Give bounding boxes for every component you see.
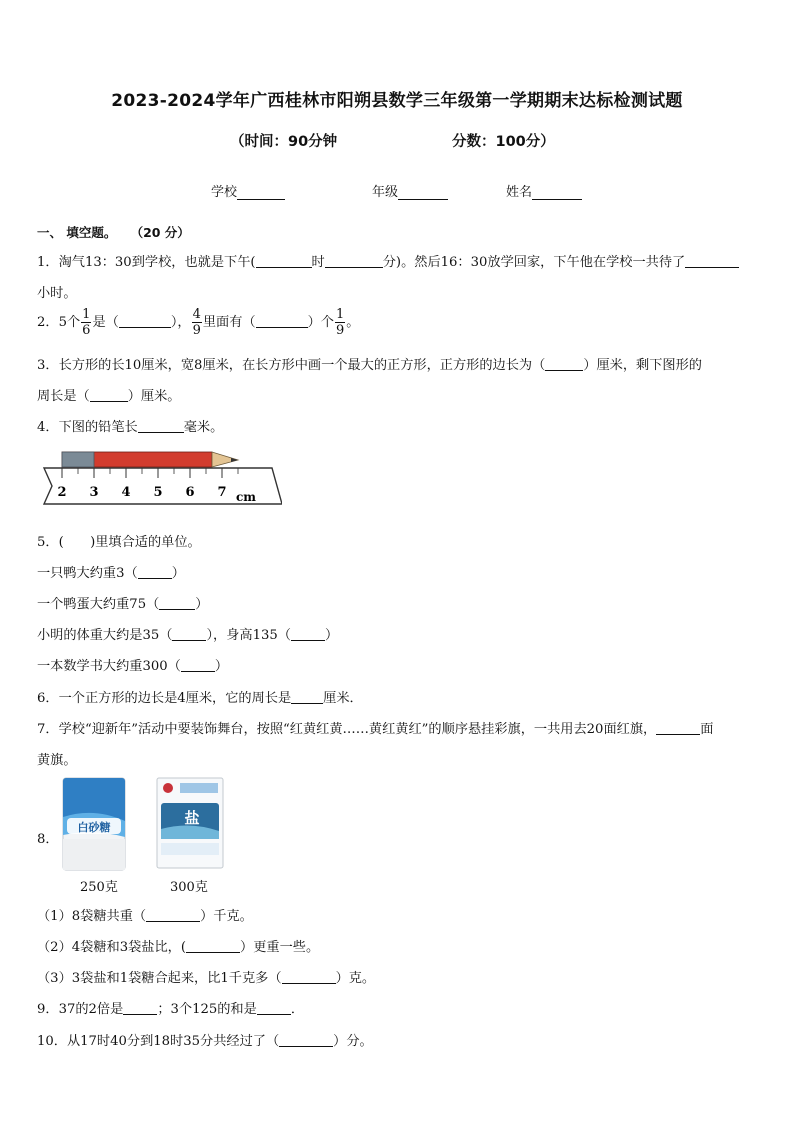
question-9 — [37, 998, 304, 1017]
q2-text-c: ）， — [170, 315, 191, 330]
q5-text: 5．( )里填合适的单位。 — [37, 535, 201, 550]
q8-number: 8． — [37, 832, 59, 847]
ruler-tick-label: 2 — [57, 485, 67, 500]
q5-blank-1[interactable] — [138, 565, 172, 579]
q5-item-4-text: 一本数学书大约重300（ — [37, 659, 181, 674]
question-2 — [37, 307, 359, 338]
grade-field[interactable] — [372, 181, 448, 200]
q5-item-1-close: ） — [171, 566, 185, 581]
q8-sub-2-text: （2）4袋糖和3袋盐比，( — [37, 940, 187, 955]
q5-item-3-mid: ），身高135（ — [206, 628, 291, 643]
fraction-numerator: 4 — [192, 307, 201, 322]
fraction-numerator: 1 — [336, 307, 345, 322]
question-8-number — [37, 828, 59, 847]
q9-text-c: ． — [290, 1002, 304, 1017]
q5-item-3-close: ） — [324, 628, 339, 643]
sugar-weight: 250克 — [80, 880, 118, 895]
fraction-denominator: 6 — [82, 323, 91, 338]
question-6 — [37, 687, 363, 706]
q2-text-f: 。 — [346, 315, 360, 330]
q8-sub-2-close: ）更重一些。 — [240, 940, 320, 955]
q7-blank[interactable] — [656, 721, 700, 735]
q5-blank-4[interactable] — [291, 627, 325, 641]
q3-blank-2[interactable] — [90, 388, 128, 402]
q2-text-a: 2．5个 — [37, 315, 81, 330]
q8-sub-1-text: （1）8袋糖共重（ — [37, 909, 147, 924]
section-points: （20 分） — [130, 225, 190, 240]
score-label: 分数：100分） — [452, 134, 555, 150]
q8-blank-1[interactable] — [146, 908, 200, 922]
q3-text-b: ）厘米，剩下图形的 — [583, 358, 702, 373]
q3-blank-1[interactable] — [545, 357, 583, 371]
name-blank[interactable] — [532, 185, 582, 200]
q5-item-3-text: 小明的体重大约是35（ — [37, 628, 173, 643]
fraction-numerator: 1 — [82, 307, 91, 322]
q5-item-2 — [37, 593, 208, 612]
school-label: 学校 — [211, 185, 238, 200]
q5-blank-5[interactable] — [181, 658, 215, 672]
fraction-4-9 — [192, 307, 202, 338]
q1-blank-minute[interactable] — [325, 254, 383, 268]
question-7-line-1 — [37, 718, 713, 737]
school-blank[interactable] — [237, 185, 285, 200]
fraction-denominator: 9 — [192, 323, 201, 338]
school-field[interactable] — [211, 181, 285, 200]
fraction-denominator: 9 — [336, 323, 345, 338]
question-3-line-1 — [37, 354, 702, 373]
q9-text-a: 9．37的2倍是 — [37, 1002, 124, 1017]
q2-blank-1[interactable] — [119, 314, 171, 328]
ruler-tick-label: 3 — [89, 485, 99, 500]
q1-text-d: 小时。 — [37, 286, 77, 301]
pencil-eraser-end — [62, 452, 94, 467]
q5-item-2-close: ） — [195, 597, 209, 612]
question-7-line-2 — [37, 749, 77, 768]
salt-bag-label: 盐 — [184, 809, 200, 827]
q1-text-b: 时 — [311, 255, 325, 270]
q2-blank-2[interactable] — [256, 314, 308, 328]
grade-blank[interactable] — [398, 185, 448, 200]
q6-text-a: 6．一个正方形的边长是4厘米，它的周长是 — [37, 691, 292, 706]
q1-blank-hours[interactable] — [685, 254, 739, 268]
q10-text-a: 10．从17时40分到18时35分共经过了（ — [37, 1034, 280, 1049]
q8-sub-3-text: （3）3袋盐和1袋糖合起来，比1千克多（ — [37, 971, 282, 986]
question-1-line-2 — [37, 282, 77, 301]
q3-text-c: 周长是（ — [37, 389, 90, 404]
name-label: 姓名 — [506, 185, 533, 200]
q4-text-b: 毫米。 — [183, 420, 224, 435]
q2-text-e: ）个 — [307, 315, 334, 330]
q9-blank-2[interactable] — [257, 1001, 291, 1015]
q7-text-c: 黄旗。 — [37, 753, 77, 768]
question-10 — [37, 1030, 373, 1049]
ruler-pencil-figure — [38, 446, 282, 510]
section-title: 一、 填空题。 — [37, 225, 117, 240]
q5-item-2-text: 一个鸭蛋大约重75（ — [37, 597, 160, 612]
grade-label: 年级 — [372, 185, 399, 200]
q8-sub-1-close: ）千克。 — [200, 909, 253, 924]
fraction-1-6 — [81, 307, 91, 338]
q8-sub-3 — [37, 967, 375, 986]
question-1-line-1 — [37, 251, 739, 270]
q5-blank-2[interactable] — [159, 596, 195, 610]
q6-text-b: 厘米． — [323, 691, 363, 706]
fraction-1-9 — [335, 307, 345, 338]
q8-blank-3[interactable] — [282, 970, 336, 984]
salt-bag-info-strip — [161, 843, 219, 855]
q3-text-a: 3．长方形的长10厘米，宽8厘米，在长方形中画一个最大的正方形，正方形的边长为（ — [37, 358, 546, 373]
q9-blank-1[interactable] — [123, 1001, 157, 1015]
q8-blank-2[interactable] — [186, 939, 240, 953]
q1-text-c: 分)。然后16：30放学回家，下午他在学校一共待了 — [382, 255, 686, 270]
q2-text-d: 里面有（ — [202, 315, 256, 330]
question-3-line-2 — [37, 385, 181, 404]
q4-text-a: 4．下图的铅笔长 — [37, 420, 138, 435]
q6-blank[interactable] — [291, 690, 323, 704]
q1-text-a: 1．淘气13：30到学校，也就是下午( — [37, 255, 256, 270]
q2-text-b: 是（ — [92, 315, 119, 330]
q5-item-1-text: 一只鸭大约重3（ — [37, 566, 138, 581]
time-label: （时间：90分钟 — [230, 134, 338, 150]
section-heading — [37, 223, 190, 241]
exam-title: 2023-2024学年广西桂林市阳朔县数学三年级第一学期期末达标检测试题 — [111, 91, 683, 111]
q8-sub-1 — [37, 905, 253, 924]
question-4 — [37, 416, 223, 435]
salt-weight: 300克 — [170, 880, 208, 895]
sugar-bag-bottom — [63, 839, 125, 870]
q1-blank-hour[interactable] — [256, 254, 312, 268]
q10-text-b: ）分。 — [333, 1034, 373, 1049]
q9-text-b: ；3个125的和是 — [157, 1002, 257, 1017]
q5-item-4-close: ） — [214, 659, 229, 674]
salt-brand-logo-icon — [163, 783, 173, 793]
ruler-tick-label: 4 — [121, 485, 131, 500]
ruler-unit-label: cm — [236, 490, 257, 504]
q8-sub-3-close: ）克。 — [335, 971, 376, 986]
salt-bag-image — [156, 777, 224, 869]
question-5 — [37, 531, 201, 550]
q10-blank[interactable] — [279, 1033, 333, 1047]
q4-blank[interactable] — [138, 419, 184, 433]
q5-item-3 — [37, 624, 338, 643]
sugar-bag-label: 白砂糖 — [77, 821, 111, 834]
q3-text-d: ）厘米。 — [127, 389, 181, 404]
name-field[interactable] — [506, 181, 582, 200]
q7-text-b: 面 — [700, 722, 714, 737]
q8-sub-2 — [37, 936, 319, 955]
q5-blank-3[interactable] — [172, 627, 206, 641]
sugar-bag-image — [62, 777, 126, 871]
q7-text-a: 7．学校“迎新年”活动中要装饰舞台，按照“红黄红黄……黄红黄红”的顺序悬挂彩旗，一共用去20面红旗， — [37, 722, 657, 737]
ruler-tick-label: 5 — [153, 485, 163, 500]
salt-bag-header — [180, 783, 218, 793]
ruler-tick-label: 7 — [217, 485, 227, 500]
q5-item-1 — [37, 562, 185, 581]
q5-item-4 — [37, 655, 228, 674]
ruler-tick-label: 6 — [185, 485, 195, 500]
